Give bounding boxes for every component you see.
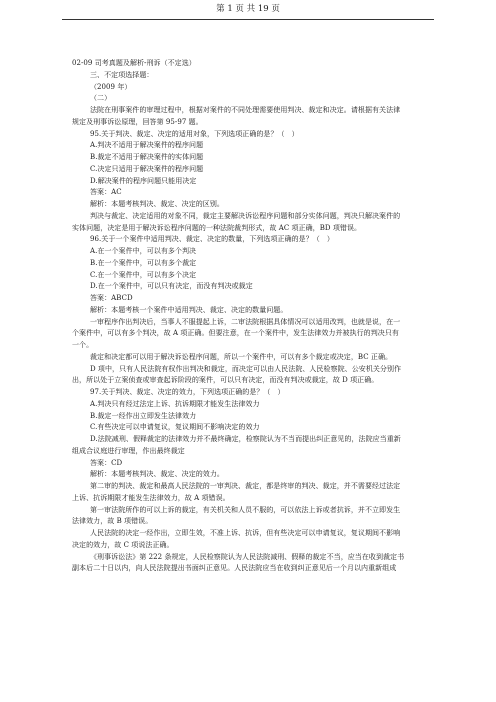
text-line: A.判决只有经过法定上诉、抗诉期限才能发生法律效力	[90, 399, 260, 408]
text-line: 副本后二十日以内，向人民法院提出书面纠正意见。人民法院应当在收到纠正意见后一个月以内重新组成	[72, 564, 397, 573]
text-line: B.裁定一经作出立即发生法律效力	[90, 411, 197, 420]
text-line: 三、不定项选择题：	[90, 70, 154, 79]
text-line: D.法院减刑、假释裁定的法律效力并不最终确定，检察院认为不当而提出纠正意见的，法院应当重新	[90, 435, 401, 443]
text-line: 解析：本题考核判决、裁定、决定的效力。	[90, 470, 224, 479]
text-line: 答案：CD	[90, 458, 123, 467]
text-line: A.在一个案件中，可以有多个判决	[90, 247, 197, 255]
text-line: （2009 年）	[90, 82, 132, 91]
text-line: 实体问题，决定是用于解决诉讼程序问题的一种法院裁判形式，故 AC 项正确，BD 项错误。	[72, 223, 362, 232]
text-line: 95.关于判决、裁定、决定的适用对象，下列选项正确的是？（ ）	[90, 129, 299, 138]
text-line: C.在一个案件中，可以有多个决定	[90, 270, 197, 279]
text-line: 02-09 司考真题及解析-刑诉（不定选）	[72, 59, 196, 67]
text-line: 一审程序作出判决后，当事人不服提起上诉，二审法院根据具体情况可以适用改判，也就是说，在一	[90, 317, 401, 326]
text-line: 答案：AC	[90, 188, 122, 197]
text-line: C.决定只适用于解决案件的程序问题	[90, 164, 204, 173]
text-line: 判决与裁定、决定适用的对象不同，裁定主要解决诉讼程序问题和部分实体问题，判决只解决案件的	[90, 211, 401, 220]
text-line: 个案件中，可以有多个判决，故 A 项正确。但要注意，在一个案件中，发生法律效力并被执行的判决只有	[72, 329, 399, 338]
text-line: D.在一个案件中，可以只有决定，而没有判决或裁定	[90, 282, 253, 291]
text-line: 人民法院的决定一经作出，立即生效，不准上诉、抗诉，但有些决定可以申请复议，复议期间不影响	[90, 529, 401, 537]
text-line: C.有些决定可以申请复议，复议期间不影响决定的效力	[90, 423, 260, 432]
document-body	[72, 58, 432, 575]
text-line: 第二审的判决、裁定和最高人民法院的一审判决、裁定，都是终审的判决、裁定，并不需要经过法定	[90, 482, 401, 490]
text-line: B.在一个案件中，可以有多个裁定	[90, 258, 197, 267]
text-line: 上诉、抗诉期限才能发生法律效力，故 A 项错误。	[72, 493, 230, 502]
text-line: A.判决不适用于解决案件的程序问题	[90, 141, 204, 150]
text-line: 法院在刑事案件的审理过程中，根据对案件的不同处理需要使用判决、裁定和决定。请根据有关法律	[90, 106, 401, 114]
text-line: 《刑事诉讼法》第 222 条规定，人民检察院认为人民法院减刑、假释的裁定不当，应当在收到裁定书	[90, 552, 405, 561]
text-line: 裁定和决定都可以用于解决诉讼程序问题，所以一个案件中，可以有多个裁定或决定，BC 正确。	[90, 352, 393, 361]
text-line: D 项中，只有人民法院有权作出判决和裁定，而决定可以由人民法院、人民检察院、公安机关分别作	[90, 364, 402, 373]
page-header	[62, 0, 434, 20]
text-line: 法律效力，故 B 项错误。	[72, 517, 153, 526]
text-line: 第一审法院所作的可以上诉的裁定，有关机关和人员不服的，可以依法上诉或者抗诉，并不立即发生	[90, 505, 401, 514]
text-line: 组成合议庭进行审理，作出最终裁定	[72, 446, 185, 455]
text-line: 97.关于判决、裁定、决定的效力，下列选项正确的是？（ ）	[90, 388, 285, 396]
text-line: 答案：ABCD	[90, 294, 133, 302]
text-line: D.解决案件的程序问题只能用决定	[90, 176, 197, 185]
text-line: 解析：本题考核一个案件中适用判决、裁定、决定的数量问题。	[90, 305, 288, 314]
text-line: 规定及刑事诉讼原理，回答第 95-97 题。	[72, 117, 203, 126]
text-line: （二）	[90, 94, 112, 103]
text-line: B.裁定不适用于解决案件的实体问题	[90, 153, 204, 161]
text-line: 一个。	[72, 341, 94, 349]
text-line: 96.关于一个案件中适用判决、裁定、决定的数量，下列选项正确的是？（ ）	[90, 235, 334, 244]
page-number: 第 1 页 共 19 页	[216, 4, 280, 14]
text-line: 决定的效力，故 C 项说法正确。	[72, 540, 174, 549]
text-line: 出，所以处于立案侦查或审查起诉阶段的案件，可以只有决定，而没有判决或裁定，故 D 项正确。	[72, 376, 379, 385]
text-line: 解析：本题考核判决、裁定、决定的区别。	[90, 200, 224, 208]
